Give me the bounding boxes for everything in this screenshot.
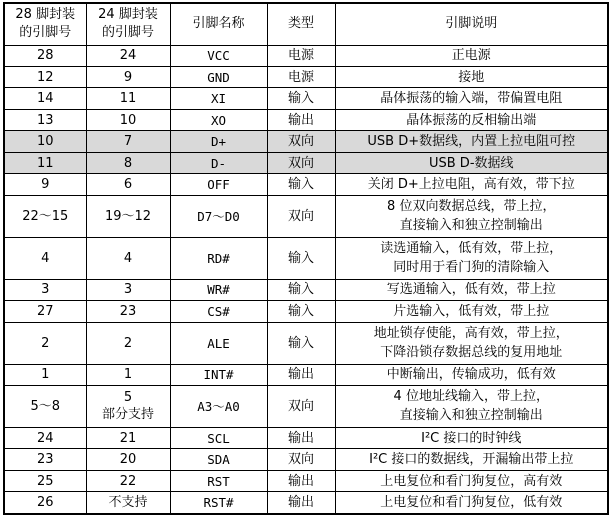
- pin-name-cell: A3～A0: [170, 386, 267, 428]
- header-pin24: 24 脚封装 的引脚号: [86, 3, 170, 45]
- pin24-cell: 19～12: [86, 195, 170, 237]
- pin24-cell: 21: [86, 427, 170, 448]
- table-row: [4, 237, 608, 279]
- pin24-cell: 2: [86, 322, 170, 364]
- pin-type-cell: 双向: [267, 131, 335, 152]
- pin24-cell: 11: [86, 88, 170, 109]
- header-type: 类型: [267, 3, 335, 45]
- pin24-cell: 5 部分支持: [86, 386, 170, 428]
- pin-description-cell: 接地: [335, 66, 608, 87]
- pin-type-cell: 输入: [267, 88, 335, 109]
- pin-type-cell: 输入: [267, 237, 335, 279]
- pin28-cell: 27: [4, 301, 86, 322]
- pin-description-cell: 晶体振荡的反相输出端: [335, 109, 608, 130]
- table-row: [4, 279, 608, 300]
- pin28-cell: 4: [4, 237, 86, 279]
- table-row: [4, 174, 608, 195]
- pin24-cell: 9: [86, 66, 170, 87]
- pin-description-cell: USB D+数据线，内置上拉电阻可控: [335, 131, 608, 152]
- pin-description-cell: 上电复位和看门狗复位，高有效: [335, 470, 608, 491]
- pin28-cell: 13: [4, 109, 86, 130]
- pin-name-cell: XO: [170, 109, 267, 130]
- pin-type-cell: 电源: [267, 66, 335, 87]
- pin-description-cell: 4 位地址线输入，带上拉， 直接输入和独立控制输出: [335, 386, 608, 428]
- pin28-cell: 14: [4, 88, 86, 109]
- pin-name-cell: WR#: [170, 279, 267, 300]
- table-row: [4, 364, 608, 385]
- pin-description-cell: 晶体振荡的输入端，带偏置电阻: [335, 88, 608, 109]
- header-pin28: 28 脚封装 的引脚号: [4, 3, 86, 45]
- pin24-cell: 7: [86, 131, 170, 152]
- pin24-cell: 20: [86, 449, 170, 470]
- pin28-cell: 12: [4, 66, 86, 87]
- table-row: [4, 152, 608, 173]
- pin-name-cell: OFF: [170, 174, 267, 195]
- table-row: [4, 470, 608, 491]
- pin-name-cell: XI: [170, 88, 267, 109]
- pin28-cell: 26: [4, 492, 86, 514]
- pin-description-cell: 读选通输入，低有效，带上拉， 同时用于看门狗的清除输入: [335, 237, 608, 279]
- header-pin-name: 引脚名称: [170, 3, 267, 45]
- pin24-cell: 不支持: [86, 492, 170, 514]
- table-row: [4, 109, 608, 130]
- pin-type-cell: 双向: [267, 386, 335, 428]
- pin28-cell: 22～15: [4, 195, 86, 237]
- pin-name-cell: RST#: [170, 492, 267, 514]
- pin-name-cell: D+: [170, 131, 267, 152]
- pin-type-cell: 输出: [267, 427, 335, 448]
- pin-description-cell: 片选输入，低有效，带上拉: [335, 301, 608, 322]
- pin24-cell: 23: [86, 301, 170, 322]
- pin24-cell: 6: [86, 174, 170, 195]
- pin-description-cell: 中断输出，传输成功，低有效: [335, 364, 608, 385]
- pin28-cell: 11: [4, 152, 86, 173]
- table-row: [4, 45, 608, 66]
- table-row: [4, 66, 608, 87]
- pin24-cell: 4: [86, 237, 170, 279]
- pin-description-cell: 写选通输入，低有效，带上拉: [335, 279, 608, 300]
- pin-description-cell: 地址锁存使能，高有效，带上拉， 下降沿锁存数据总线的复用地址: [335, 322, 608, 364]
- pin28-cell: 9: [4, 174, 86, 195]
- pin28-cell: 24: [4, 427, 86, 448]
- pin24-cell: 22: [86, 470, 170, 491]
- pin-name-cell: SCL: [170, 427, 267, 448]
- pin-description-cell: 正电源: [335, 45, 608, 66]
- pin-description-cell: 8 位双向数据总线，带上拉， 直接输入和独立控制输出: [335, 195, 608, 237]
- pin24-cell: 10: [86, 109, 170, 130]
- pin-type-cell: 输出: [267, 470, 335, 491]
- table-row: [4, 449, 608, 470]
- pin-description-cell: 关闭 D+上拉电阻，高有效，带下拉: [335, 174, 608, 195]
- pin24-cell: 3: [86, 279, 170, 300]
- pin-description-cell: I²C 接口的数据线，开漏输出带上拉: [335, 449, 608, 470]
- pin28-cell: 3: [4, 279, 86, 300]
- pin-type-cell: 电源: [267, 45, 335, 66]
- pin-type-cell: 输入: [267, 322, 335, 364]
- table-row: [4, 322, 608, 364]
- pin-type-cell: 双向: [267, 195, 335, 237]
- pin28-cell: 2: [4, 322, 86, 364]
- header-description: 引脚说明: [335, 3, 608, 45]
- pin28-cell: 23: [4, 449, 86, 470]
- pin28-cell: 28: [4, 45, 86, 66]
- pin-name-cell: D7～D0: [170, 195, 267, 237]
- pin28-cell: 25: [4, 470, 86, 491]
- pin-type-cell: 输入: [267, 301, 335, 322]
- table-body: [4, 45, 608, 514]
- pin-description-cell: 上电复位和看门狗复位，低有效: [335, 492, 608, 514]
- table-row: [4, 301, 608, 322]
- pin24-cell: 24: [86, 45, 170, 66]
- pin28-cell: 5～8: [4, 386, 86, 428]
- pin-name-cell: GND: [170, 66, 267, 87]
- pin-description-cell: I²C 接口的时钟线: [335, 427, 608, 448]
- pin-name-cell: CS#: [170, 301, 267, 322]
- table-row: [4, 131, 608, 152]
- pin-name-cell: RD#: [170, 237, 267, 279]
- table-row: [4, 492, 608, 514]
- pin-name-cell: RST: [170, 470, 267, 491]
- pin-type-cell: 双向: [267, 449, 335, 470]
- pin-name-cell: SDA: [170, 449, 267, 470]
- table-row: [4, 195, 608, 237]
- pin-type-cell: 输出: [267, 364, 335, 385]
- pin-name-cell: INT#: [170, 364, 267, 385]
- pin-type-cell: 输入: [267, 174, 335, 195]
- pin-description-cell: USB D-数据线: [335, 152, 608, 173]
- pin-type-cell: 输出: [267, 492, 335, 514]
- header-row: [4, 3, 608, 45]
- pin-name-cell: D-: [170, 152, 267, 173]
- pin-type-cell: 输入: [267, 279, 335, 300]
- pin-type-cell: 双向: [267, 152, 335, 173]
- pin-name-cell: ALE: [170, 322, 267, 364]
- pin24-cell: 1: [86, 364, 170, 385]
- pin24-cell: 8: [86, 152, 170, 173]
- table-row: [4, 88, 608, 109]
- pin28-cell: 1: [4, 364, 86, 385]
- table-row: [4, 386, 608, 428]
- pin-description-table: [3, 2, 609, 515]
- table-row: [4, 427, 608, 448]
- pin-name-cell: VCC: [170, 45, 267, 66]
- pin28-cell: 10: [4, 131, 86, 152]
- pin-type-cell: 输出: [267, 109, 335, 130]
